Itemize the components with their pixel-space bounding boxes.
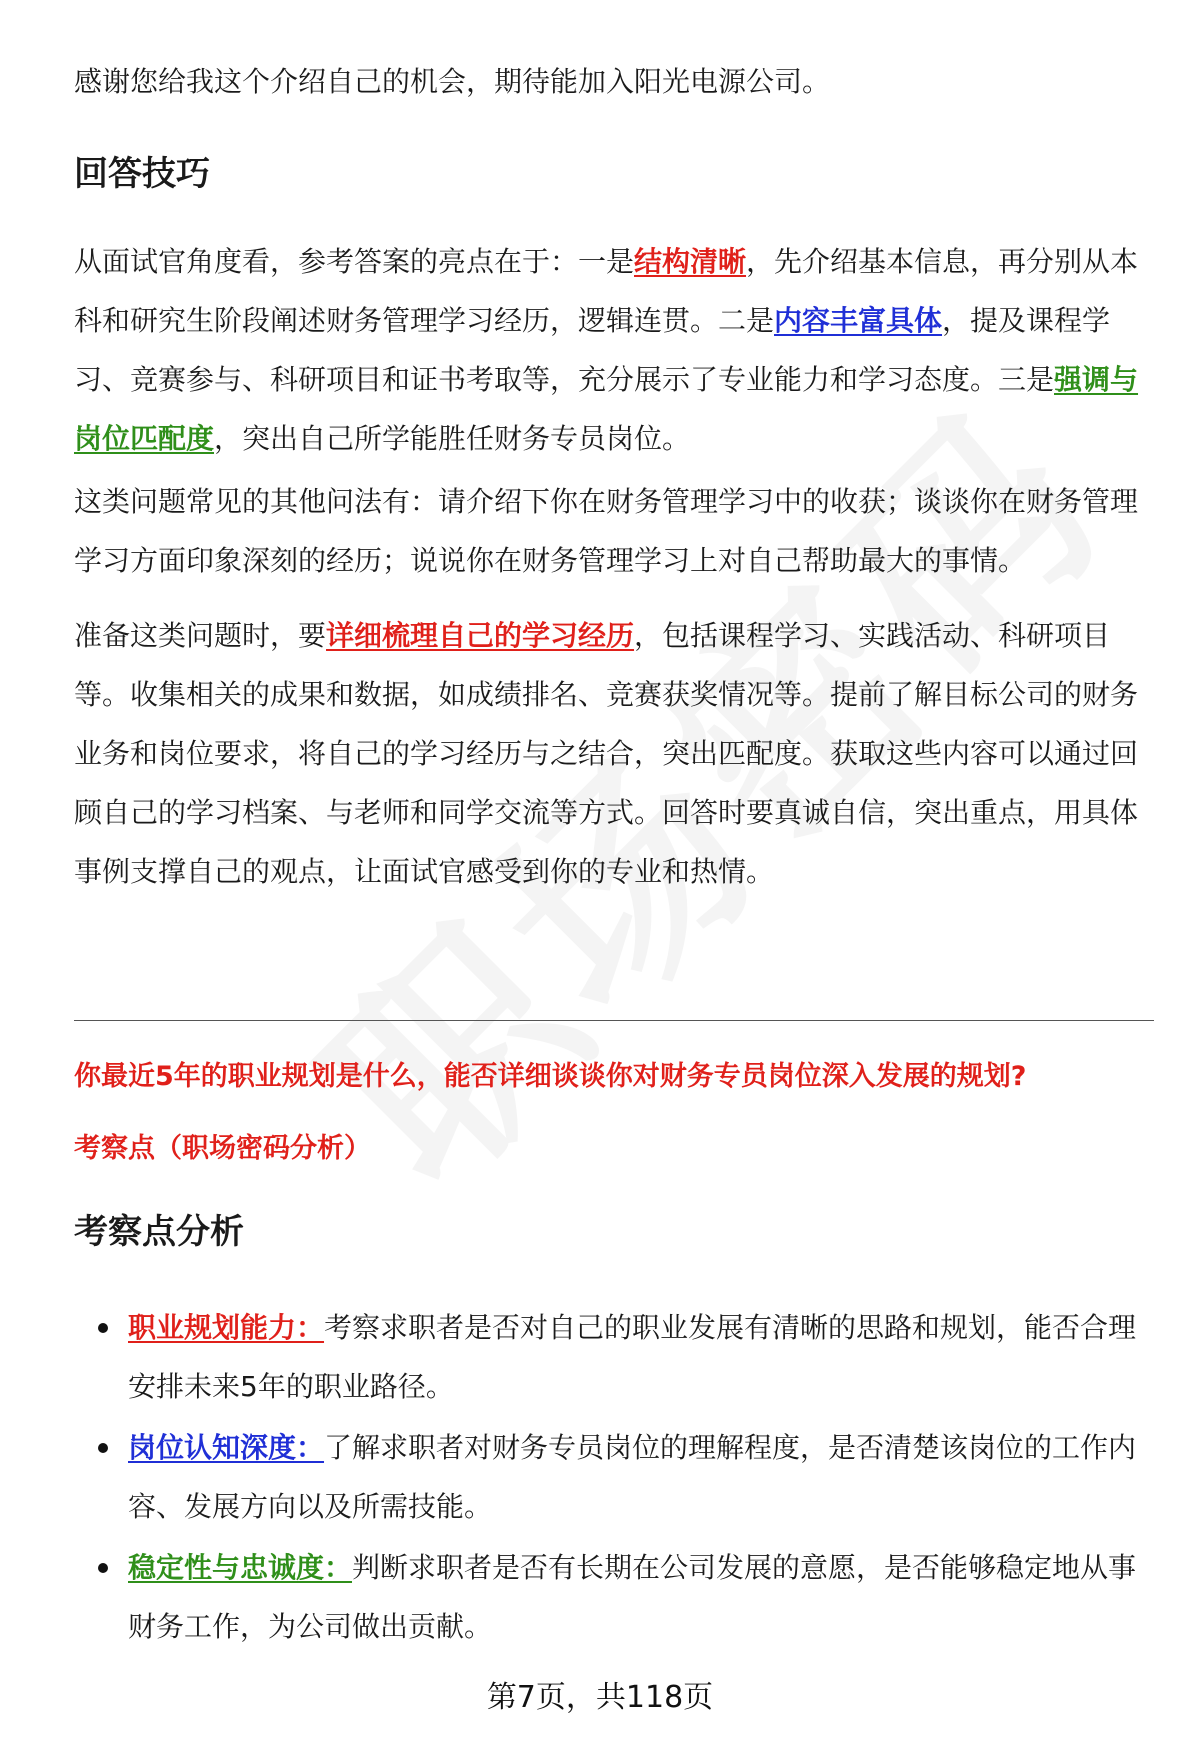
- bullet-icon: [98, 1443, 108, 1453]
- list-item: [74, 1538, 1154, 1656]
- point-text: 了解求职者对财务专员岗位的理解程度，是否清楚该岗位的工作内容、发展方向以及所需技能。: [128, 1431, 1137, 1523]
- text-run: ，提及课程学习、竞赛参与、科研项目和证书考取等，充分展示了专业能力和学习态度。三是: [74, 304, 1111, 396]
- analysis-points-list: [74, 1298, 1154, 1658]
- bullet-icon: [98, 1323, 108, 1333]
- highlight-review: 详细梳理自己的学习经历: [326, 619, 635, 652]
- point-text: 判断求职者是否有长期在公司发展的意愿，是否能够稳定地从事财务工作，为公司做出贡献。: [128, 1551, 1137, 1643]
- highlight-content: 内容丰富具体: [774, 304, 943, 337]
- analysis-label: 考察点（职场密码分析）: [74, 1133, 371, 1164]
- tips-paragraph-3: [74, 606, 1154, 901]
- tips-paragraph-2: 这类问题常见的其他问法有：请介绍下你在财务管理学习中的收获；谈谈你在财务管理学习方面印象深刻的经历；说说你在财务管理学习上对自己帮助最大的事情。: [74, 485, 1139, 577]
- section-title-answer-tips: 回答技巧: [74, 154, 210, 194]
- intro-closing-line: 感谢您给我这个介绍自己的机会，期待能加入阳光电源公司。: [74, 65, 831, 98]
- section-title-analysis: 考察点分析: [74, 1212, 244, 1252]
- point-label: 职业规划能力：: [128, 1311, 325, 1344]
- bullet-icon: [98, 1563, 108, 1573]
- page-number: 第7页，共118页: [486, 1680, 714, 1715]
- section-divider: [74, 1020, 1154, 1021]
- list-item: [74, 1418, 1154, 1536]
- point-label: 稳定性与忠诚度：: [128, 1551, 353, 1584]
- text-run: ，包括课程学习、实践活动、科研项目等。收集相关的成果和数据，如成绩排名、竞赛获奖情况等。提前了解目标公司的财务业务和岗位要求，将自己的学习经历与之结合，突出匹配度。获取这些内容可以通过回顾自己的学习档案、与老师和同学交流等方式。回答时要真诚自信，突出重点，用具体事例支撑自己的观点，让面试官感受到你的专业和热情。: [74, 619, 1139, 888]
- text-run: ，突出自己所学能胜任财务专员岗位。: [214, 422, 691, 455]
- text-run: 从面试官角度看，参考答案的亮点在于：一是: [74, 245, 635, 278]
- highlight-match: 强调与岗位匹配度: [74, 363, 1139, 455]
- tips-paragraph-1: [74, 232, 1154, 468]
- point-label: 岗位认知深度：: [128, 1431, 325, 1464]
- interview-question: 你最近5年的职业规划是什么，能否详细谈谈你对财务专员岗位深入发展的规划?: [74, 1061, 1027, 1092]
- text-run: ，先介绍基本信息，再分别从本科和研究生阶段阐述财务管理学习经历，逻辑连贯。二是: [74, 245, 1139, 337]
- list-item: [74, 1298, 1154, 1416]
- text-run: 准备这类问题时，要: [74, 619, 327, 652]
- highlight-structure: 结构清晰: [634, 245, 747, 278]
- point-text: 考察求职者是否对自己的职业发展有清晰的思路和规划，能否合理安排未来5年的职业路径。: [128, 1311, 1137, 1403]
